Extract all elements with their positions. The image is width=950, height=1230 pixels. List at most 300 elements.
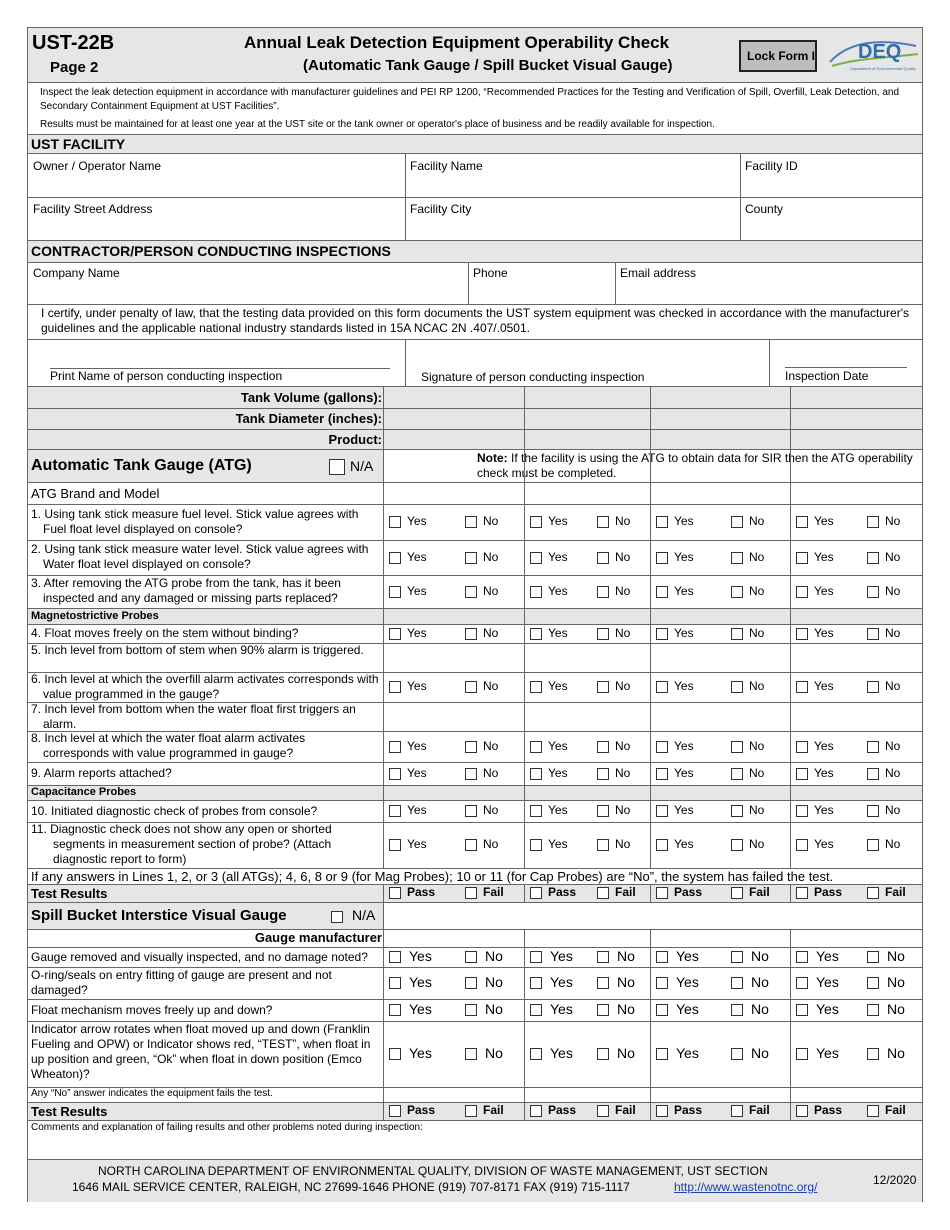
email-label: Email address bbox=[620, 266, 697, 280]
yes-checkbox[interactable] bbox=[530, 839, 542, 851]
yes-checkbox[interactable] bbox=[389, 768, 401, 780]
atg-na-label: N/A bbox=[350, 458, 374, 474]
spill-title: Spill Bucket Interstice Visual Gauge bbox=[31, 907, 287, 924]
no-label: No bbox=[615, 514, 631, 528]
atg-title: Automatic Tank Gauge (ATG) bbox=[31, 457, 252, 474]
form-title: Annual Leak Detection Equipment Operability Check bbox=[244, 33, 670, 52]
yes-label: Yes bbox=[816, 1001, 839, 1017]
yes-label: Yes bbox=[676, 1045, 699, 1061]
no-checkbox[interactable] bbox=[597, 586, 609, 598]
no-checkbox[interactable] bbox=[731, 516, 743, 528]
no-checkbox[interactable] bbox=[731, 805, 743, 817]
no-checkbox[interactable] bbox=[867, 552, 879, 564]
owner-name-label: Owner / Operator Name bbox=[33, 159, 162, 173]
atg-item-3: 3. After removing the ATG probe from the tank, has it been inspected and any damaged or missing parts replaced? bbox=[31, 576, 341, 605]
no-checkbox[interactable] bbox=[867, 951, 879, 963]
no-label: No bbox=[483, 584, 499, 598]
gauge-manufacturer-label: Gauge manufacturer bbox=[254, 930, 382, 945]
yes-label: Yes bbox=[407, 766, 427, 780]
street-address-label: Facility Street Address bbox=[33, 202, 153, 216]
yes-label: Yes bbox=[407, 584, 427, 598]
yes-label: Yes bbox=[407, 837, 427, 851]
no-checkbox[interactable] bbox=[465, 741, 477, 753]
atg-item-2: 2. Using tank stick measure water level. Stick value agrees with Water float level displayed on console? bbox=[31, 542, 369, 571]
spill-na-label: N/A bbox=[352, 907, 376, 923]
no-label: No bbox=[885, 550, 901, 564]
no-label: No bbox=[615, 837, 631, 851]
yes-checkbox[interactable] bbox=[796, 805, 808, 817]
yes-label: Yes bbox=[409, 948, 432, 964]
no-checkbox[interactable] bbox=[731, 628, 743, 640]
yes-checkbox[interactable] bbox=[389, 1048, 401, 1060]
fail-checkbox[interactable] bbox=[597, 887, 609, 899]
yes-checkbox[interactable] bbox=[796, 741, 808, 753]
yes-checkbox[interactable] bbox=[389, 951, 401, 963]
yes-label: Yes bbox=[674, 739, 694, 753]
yes-label: Yes bbox=[814, 837, 834, 851]
no-checkbox[interactable] bbox=[465, 805, 477, 817]
fail-label: Fail bbox=[885, 1103, 906, 1117]
certification-text: I certify, under penalty of law, that the testing data provided on this form documents the UST system equipment was checked in accordance with the manufacturer's guidelines and the applicable national industry standards listed in 15A NCAC 2N .407/.0501. bbox=[41, 306, 909, 335]
no-checkbox[interactable] bbox=[597, 516, 609, 528]
no-checkbox[interactable] bbox=[731, 1004, 743, 1016]
pass-checkbox[interactable] bbox=[389, 1105, 401, 1117]
no-label: No bbox=[485, 948, 503, 964]
atg-item-6: 6. Inch level at which the overfill alarm activates corresponds with value programmed in the gauge? bbox=[31, 672, 379, 701]
yes-checkbox[interactable] bbox=[530, 951, 542, 963]
fail-checkbox[interactable] bbox=[731, 887, 743, 899]
tank-volume-label: Tank Volume (gallons): bbox=[240, 390, 382, 405]
no-label: No bbox=[885, 739, 901, 753]
yes-checkbox[interactable] bbox=[389, 839, 401, 851]
yes-checkbox[interactable] bbox=[389, 516, 401, 528]
yes-checkbox[interactable] bbox=[796, 951, 808, 963]
no-label: No bbox=[885, 584, 901, 598]
yes-label: Yes bbox=[548, 626, 568, 640]
spill-test-results-label: Test Results bbox=[31, 1104, 108, 1119]
no-label: No bbox=[617, 948, 635, 964]
no-checkbox[interactable] bbox=[465, 516, 477, 528]
yes-label: Yes bbox=[816, 1045, 839, 1061]
no-label: No bbox=[749, 550, 765, 564]
fail-checkbox[interactable] bbox=[597, 1105, 609, 1117]
no-label: No bbox=[885, 803, 901, 817]
no-checkbox[interactable] bbox=[597, 552, 609, 564]
yes-checkbox[interactable] bbox=[530, 1048, 542, 1060]
yes-checkbox[interactable] bbox=[530, 741, 542, 753]
no-checkbox[interactable] bbox=[731, 1048, 743, 1060]
no-label: No bbox=[749, 679, 765, 693]
atg-item-7: 7. Inch level from bottom when the water float first triggers an alarm. bbox=[31, 702, 356, 731]
no-label: No bbox=[483, 766, 499, 780]
fail-label: Fail bbox=[749, 885, 770, 899]
no-checkbox[interactable] bbox=[465, 951, 477, 963]
yes-label: Yes bbox=[814, 766, 834, 780]
yes-checkbox[interactable] bbox=[530, 1004, 542, 1016]
pass-label: Pass bbox=[814, 885, 843, 899]
fail-checkbox[interactable] bbox=[867, 887, 879, 899]
yes-checkbox[interactable] bbox=[530, 516, 542, 528]
no-label: No bbox=[485, 1001, 503, 1017]
spill-na-checkbox[interactable] bbox=[331, 911, 343, 923]
atg-fail-note: If any answers in Lines 1, 2, or 3 (all ATGs); 4, 6, 8 or 9 (for Mag Probes); 10 or 11 (for Cap Probes) are “No”, the system has failed the test. bbox=[31, 869, 834, 884]
pass-checkbox[interactable] bbox=[530, 887, 542, 899]
no-label: No bbox=[749, 626, 765, 640]
yes-label: Yes bbox=[814, 803, 834, 817]
no-checkbox[interactable] bbox=[465, 552, 477, 564]
yes-checkbox[interactable] bbox=[389, 628, 401, 640]
no-checkbox[interactable] bbox=[867, 768, 879, 780]
no-label: No bbox=[887, 1045, 905, 1061]
yes-label: Yes bbox=[407, 803, 427, 817]
yes-checkbox[interactable] bbox=[656, 805, 668, 817]
yes-checkbox[interactable] bbox=[796, 552, 808, 564]
no-label: No bbox=[887, 948, 905, 964]
yes-label: Yes bbox=[814, 514, 834, 528]
atg-item-5: 5. Inch level from bottom of stem when 90% alarm is triggered. bbox=[31, 643, 364, 657]
comments-field[interactable] bbox=[28, 1136, 922, 1158]
no-checkbox[interactable] bbox=[867, 516, 879, 528]
yes-checkbox[interactable] bbox=[656, 1048, 668, 1060]
comments-label: Comments and explanation of failing results and other problems noted during inspection: bbox=[31, 1122, 423, 1133]
no-label: No bbox=[615, 584, 631, 598]
yes-label: Yes bbox=[814, 679, 834, 693]
no-label: No bbox=[749, 584, 765, 598]
fail-label: Fail bbox=[483, 885, 504, 899]
fail-label: Fail bbox=[885, 885, 906, 899]
no-checkbox[interactable] bbox=[465, 1048, 477, 1060]
yes-checkbox[interactable] bbox=[656, 586, 668, 598]
fail-checkbox[interactable] bbox=[867, 1105, 879, 1117]
yes-checkbox[interactable] bbox=[656, 977, 668, 989]
no-checkbox[interactable] bbox=[731, 977, 743, 989]
footer-link[interactable]: http://www.wastenotnc.org/ bbox=[674, 1180, 818, 1194]
no-checkbox[interactable] bbox=[465, 977, 477, 989]
no-checkbox[interactable] bbox=[867, 628, 879, 640]
yes-checkbox[interactable] bbox=[389, 1004, 401, 1016]
fail-label: Fail bbox=[615, 885, 636, 899]
no-label: No bbox=[749, 514, 765, 528]
facility-name-label: Facility Name bbox=[410, 159, 483, 173]
yes-label: Yes bbox=[674, 837, 694, 851]
yes-checkbox[interactable] bbox=[389, 741, 401, 753]
yes-label: Yes bbox=[407, 679, 427, 693]
yes-checkbox[interactable] bbox=[530, 977, 542, 989]
no-checkbox[interactable] bbox=[465, 1004, 477, 1016]
lock-form-button[interactable]: Lock Form I bbox=[739, 40, 817, 72]
yes-label: Yes bbox=[674, 626, 694, 640]
yes-checkbox[interactable] bbox=[389, 805, 401, 817]
yes-checkbox[interactable] bbox=[656, 681, 668, 693]
county-label: County bbox=[745, 202, 784, 216]
page-number: Page 2 bbox=[50, 59, 99, 76]
atg-brand-label: ATG Brand and Model bbox=[31, 486, 160, 501]
spill-fail-note: Any “No” answer indicates the equipment fails the test. bbox=[31, 1088, 273, 1099]
yes-checkbox[interactable] bbox=[656, 516, 668, 528]
yes-checkbox[interactable] bbox=[530, 586, 542, 598]
spill-item-3: Float mechanism moves freely up and down? bbox=[31, 1003, 273, 1017]
yes-label: Yes bbox=[676, 974, 699, 990]
fail-label: Fail bbox=[615, 1103, 636, 1117]
pass-checkbox[interactable] bbox=[389, 887, 401, 899]
no-checkbox[interactable] bbox=[597, 977, 609, 989]
atg-item-8: 8. Inch level at which the water float alarm activates corresponds with value programmed in gauge? bbox=[31, 731, 306, 760]
yes-checkbox[interactable] bbox=[796, 1048, 808, 1060]
no-label: No bbox=[483, 837, 499, 851]
pass-label: Pass bbox=[407, 1103, 436, 1117]
yes-checkbox[interactable] bbox=[389, 552, 401, 564]
no-label: No bbox=[483, 679, 499, 693]
no-checkbox[interactable] bbox=[867, 805, 879, 817]
no-checkbox[interactable] bbox=[867, 741, 879, 753]
no-label: No bbox=[887, 974, 905, 990]
yes-checkbox[interactable] bbox=[796, 768, 808, 780]
no-label: No bbox=[885, 679, 901, 693]
no-checkbox[interactable] bbox=[597, 839, 609, 851]
yes-label: Yes bbox=[548, 803, 568, 817]
inspection-date-line[interactable] bbox=[785, 367, 907, 368]
yes-checkbox[interactable] bbox=[796, 839, 808, 851]
yes-checkbox[interactable] bbox=[530, 552, 542, 564]
form-subtitle: (Automatic Tank Gauge / Spill Bucket Visual Gauge) bbox=[303, 57, 673, 74]
no-label: No bbox=[885, 837, 901, 851]
atg-item-4: 4. Float moves freely on the stem without binding? bbox=[31, 626, 299, 640]
company-name-label: Company Name bbox=[33, 266, 120, 280]
yes-label: Yes bbox=[674, 584, 694, 598]
no-label: No bbox=[485, 974, 503, 990]
no-label: No bbox=[749, 803, 765, 817]
yes-label: Yes bbox=[409, 1001, 432, 1017]
yes-label: Yes bbox=[548, 584, 568, 598]
yes-label: Yes bbox=[548, 514, 568, 528]
fail-checkbox[interactable] bbox=[465, 1105, 477, 1117]
yes-checkbox[interactable] bbox=[796, 681, 808, 693]
no-label: No bbox=[617, 974, 635, 990]
no-label: No bbox=[483, 626, 499, 640]
yes-label: Yes bbox=[814, 584, 834, 598]
pass-checkbox[interactable] bbox=[796, 1105, 808, 1117]
yes-label: Yes bbox=[407, 626, 427, 640]
no-label: No bbox=[749, 766, 765, 780]
facility-city-label: Facility City bbox=[410, 202, 472, 216]
pass-checkbox[interactable] bbox=[656, 1105, 668, 1117]
pass-checkbox[interactable] bbox=[796, 887, 808, 899]
yes-label: Yes bbox=[676, 1001, 699, 1017]
form-id: UST-22B bbox=[32, 32, 115, 54]
footer-line-2: 1646 MAIL SERVICE CENTER, RALEIGH, NC 27699-1646 PHONE (919) 707-8171 FAX (919) 715-1117 bbox=[72, 1180, 630, 1194]
yes-checkbox[interactable] bbox=[656, 552, 668, 564]
pass-label: Pass bbox=[814, 1103, 843, 1117]
pass-label: Pass bbox=[674, 1103, 703, 1117]
no-checkbox[interactable] bbox=[867, 681, 879, 693]
fail-checkbox[interactable] bbox=[731, 1105, 743, 1117]
yes-label: Yes bbox=[814, 739, 834, 753]
yes-checkbox[interactable] bbox=[656, 839, 668, 851]
yes-label: Yes bbox=[816, 948, 839, 964]
no-checkbox[interactable] bbox=[867, 977, 879, 989]
no-checkbox[interactable] bbox=[465, 839, 477, 851]
no-checkbox[interactable] bbox=[867, 1048, 879, 1060]
no-label: No bbox=[615, 766, 631, 780]
form-page bbox=[27, 27, 923, 1202]
yes-label: Yes bbox=[674, 803, 694, 817]
no-checkbox[interactable] bbox=[731, 681, 743, 693]
no-checkbox[interactable] bbox=[867, 839, 879, 851]
yes-checkbox[interactable] bbox=[796, 586, 808, 598]
yes-label: Yes bbox=[814, 550, 834, 564]
intro-line-1: Inspect the leak detection equipment in accordance with manufacturer guidelines and PEI RP 1200, “Recommended Practices for the Testing and Verification of Spill, Overfill, Leak Detection, and Secondary Containment Equipment at UST Facilities”. bbox=[40, 87, 900, 112]
yes-label: Yes bbox=[550, 1045, 573, 1061]
yes-checkbox[interactable] bbox=[656, 741, 668, 753]
yes-label: Yes bbox=[409, 1045, 432, 1061]
no-checkbox[interactable] bbox=[597, 805, 609, 817]
yes-label: Yes bbox=[550, 974, 573, 990]
no-checkbox[interactable] bbox=[465, 628, 477, 640]
no-checkbox[interactable] bbox=[597, 768, 609, 780]
fail-checkbox[interactable] bbox=[465, 887, 477, 899]
no-checkbox[interactable] bbox=[597, 1004, 609, 1016]
atg-na-checkbox[interactable] bbox=[329, 459, 345, 475]
no-checkbox[interactable] bbox=[731, 768, 743, 780]
yes-checkbox[interactable] bbox=[530, 805, 542, 817]
footer-line-1: NORTH CAROLINA DEPARTMENT OF ENVIRONMENTAL QUALITY, DIVISION OF WASTE MANAGEMENT, UST SECTION bbox=[98, 1164, 768, 1178]
yes-checkbox[interactable] bbox=[530, 768, 542, 780]
spill-item-2: O-ring/seals on entry fitting of gauge are present and not damaged? bbox=[31, 968, 332, 997]
deq-logo bbox=[828, 36, 920, 76]
tank-diameter-label: Tank Diameter (inches): bbox=[235, 411, 382, 426]
no-label: No bbox=[749, 837, 765, 851]
no-label: No bbox=[483, 514, 499, 528]
yes-label: Yes bbox=[550, 1001, 573, 1017]
no-checkbox[interactable] bbox=[731, 586, 743, 598]
no-checkbox[interactable] bbox=[597, 741, 609, 753]
yes-checkbox[interactable] bbox=[796, 516, 808, 528]
pass-label: Pass bbox=[548, 885, 577, 899]
yes-checkbox[interactable] bbox=[656, 1004, 668, 1016]
atg-item-1: 1. Using tank stick measure fuel level. Stick value agrees with Fuel float level displayed on console? bbox=[31, 507, 359, 536]
intro-line-2: Results must be maintained for at least one year at the UST site or the tank owner or operator's place of business and be readily available for inspection. bbox=[40, 119, 715, 130]
no-label: No bbox=[617, 1045, 635, 1061]
yes-label: Yes bbox=[674, 550, 694, 564]
yes-checkbox[interactable] bbox=[796, 628, 808, 640]
no-label: No bbox=[615, 550, 631, 564]
no-checkbox[interactable] bbox=[597, 681, 609, 693]
fail-label: Fail bbox=[749, 1103, 770, 1117]
no-label: No bbox=[615, 739, 631, 753]
logo-text: DEQ bbox=[858, 41, 902, 63]
no-checkbox[interactable] bbox=[731, 741, 743, 753]
yes-label: Yes bbox=[816, 974, 839, 990]
no-checkbox[interactable] bbox=[731, 552, 743, 564]
no-label: No bbox=[483, 803, 499, 817]
yes-label: Yes bbox=[548, 679, 568, 693]
inspection-date-label: Inspection Date bbox=[785, 369, 869, 383]
pass-checkbox[interactable] bbox=[656, 887, 668, 899]
no-label: No bbox=[483, 739, 499, 753]
no-label: No bbox=[885, 766, 901, 780]
yes-label: Yes bbox=[548, 739, 568, 753]
yes-checkbox[interactable] bbox=[796, 977, 808, 989]
yes-label: Yes bbox=[407, 514, 427, 528]
yes-label: Yes bbox=[674, 514, 694, 528]
print-name-label: Print Name of person conducting inspection bbox=[50, 369, 283, 383]
yes-checkbox[interactable] bbox=[796, 1004, 808, 1016]
no-checkbox[interactable] bbox=[867, 1004, 879, 1016]
signature-label: Signature of person conducting inspection bbox=[421, 370, 645, 384]
yes-label: Yes bbox=[674, 679, 694, 693]
no-label: No bbox=[615, 803, 631, 817]
yes-checkbox[interactable] bbox=[656, 628, 668, 640]
phone-label: Phone bbox=[473, 266, 508, 280]
no-checkbox[interactable] bbox=[597, 628, 609, 640]
no-label: No bbox=[483, 550, 499, 564]
yes-checkbox[interactable] bbox=[656, 951, 668, 963]
yes-label: Yes bbox=[409, 974, 432, 990]
yes-label: Yes bbox=[674, 766, 694, 780]
no-checkbox[interactable] bbox=[867, 586, 879, 598]
no-label: No bbox=[751, 948, 769, 964]
no-label: No bbox=[885, 626, 901, 640]
no-label: No bbox=[885, 514, 901, 528]
yes-label: Yes bbox=[548, 837, 568, 851]
yes-label: Yes bbox=[814, 626, 834, 640]
no-checkbox[interactable] bbox=[465, 768, 477, 780]
no-label: No bbox=[485, 1045, 503, 1061]
facility-section-title: UST FACILITY bbox=[31, 136, 126, 152]
no-label: No bbox=[617, 1001, 635, 1017]
facility-id-label: Facility ID bbox=[745, 159, 798, 173]
yes-label: Yes bbox=[548, 550, 568, 564]
logo-caption: Department of Environmental Quality bbox=[850, 66, 916, 71]
no-label: No bbox=[751, 1001, 769, 1017]
atg-test-results-label: Test Results bbox=[31, 886, 108, 901]
no-label: No bbox=[615, 626, 631, 640]
no-checkbox[interactable] bbox=[597, 1048, 609, 1060]
spill-item-4: Indicator arrow rotates when float moved up and down (Franklin Fueling and OPW) or Indicator shows red, “TEST”, when float in up position and green, “Ok” when float in down position (Emco Wheaton)? bbox=[31, 1022, 371, 1081]
no-label: No bbox=[751, 974, 769, 990]
contractor-section-title: CONTRACTOR/PERSON CONDUCTING INSPECTIONS bbox=[31, 243, 391, 259]
yes-label: Yes bbox=[407, 550, 427, 564]
no-checkbox[interactable] bbox=[597, 951, 609, 963]
no-checkbox[interactable] bbox=[731, 951, 743, 963]
no-label: No bbox=[615, 679, 631, 693]
atg-item-10: 10. Initiated diagnostic check of probes from console? bbox=[31, 804, 318, 818]
mag-probes-header: Magnetostrictive Probes bbox=[31, 610, 159, 622]
pass-label: Pass bbox=[548, 1103, 577, 1117]
yes-label: Yes bbox=[548, 766, 568, 780]
yes-checkbox[interactable] bbox=[656, 768, 668, 780]
no-label: No bbox=[887, 1001, 905, 1017]
yes-checkbox[interactable] bbox=[530, 681, 542, 693]
product-label: Product: bbox=[328, 432, 382, 447]
yes-label: Yes bbox=[550, 948, 573, 964]
atg-note: Note: If the facility is using the ATG to obtain data for SIR then the ATG operability check must be completed. bbox=[477, 451, 913, 480]
pass-checkbox[interactable] bbox=[530, 1105, 542, 1117]
no-checkbox[interactable] bbox=[465, 586, 477, 598]
footer-date: 12/2020 bbox=[873, 1173, 917, 1187]
spill-item-1: Gauge removed and visually inspected, and no damage noted? bbox=[31, 950, 368, 964]
no-checkbox[interactable] bbox=[731, 839, 743, 851]
yes-checkbox[interactable] bbox=[389, 681, 401, 693]
yes-label: Yes bbox=[407, 739, 427, 753]
yes-checkbox[interactable] bbox=[389, 977, 401, 989]
no-label: No bbox=[749, 739, 765, 753]
yes-checkbox[interactable] bbox=[389, 586, 401, 598]
yes-label: Yes bbox=[676, 948, 699, 964]
atg-item-11: 11. Diagnostic check does not show any open or shorted segments in measurement section of probe? (Attach diagnostic report to form) bbox=[31, 822, 332, 866]
yes-checkbox[interactable] bbox=[530, 628, 542, 640]
no-checkbox[interactable] bbox=[465, 681, 477, 693]
